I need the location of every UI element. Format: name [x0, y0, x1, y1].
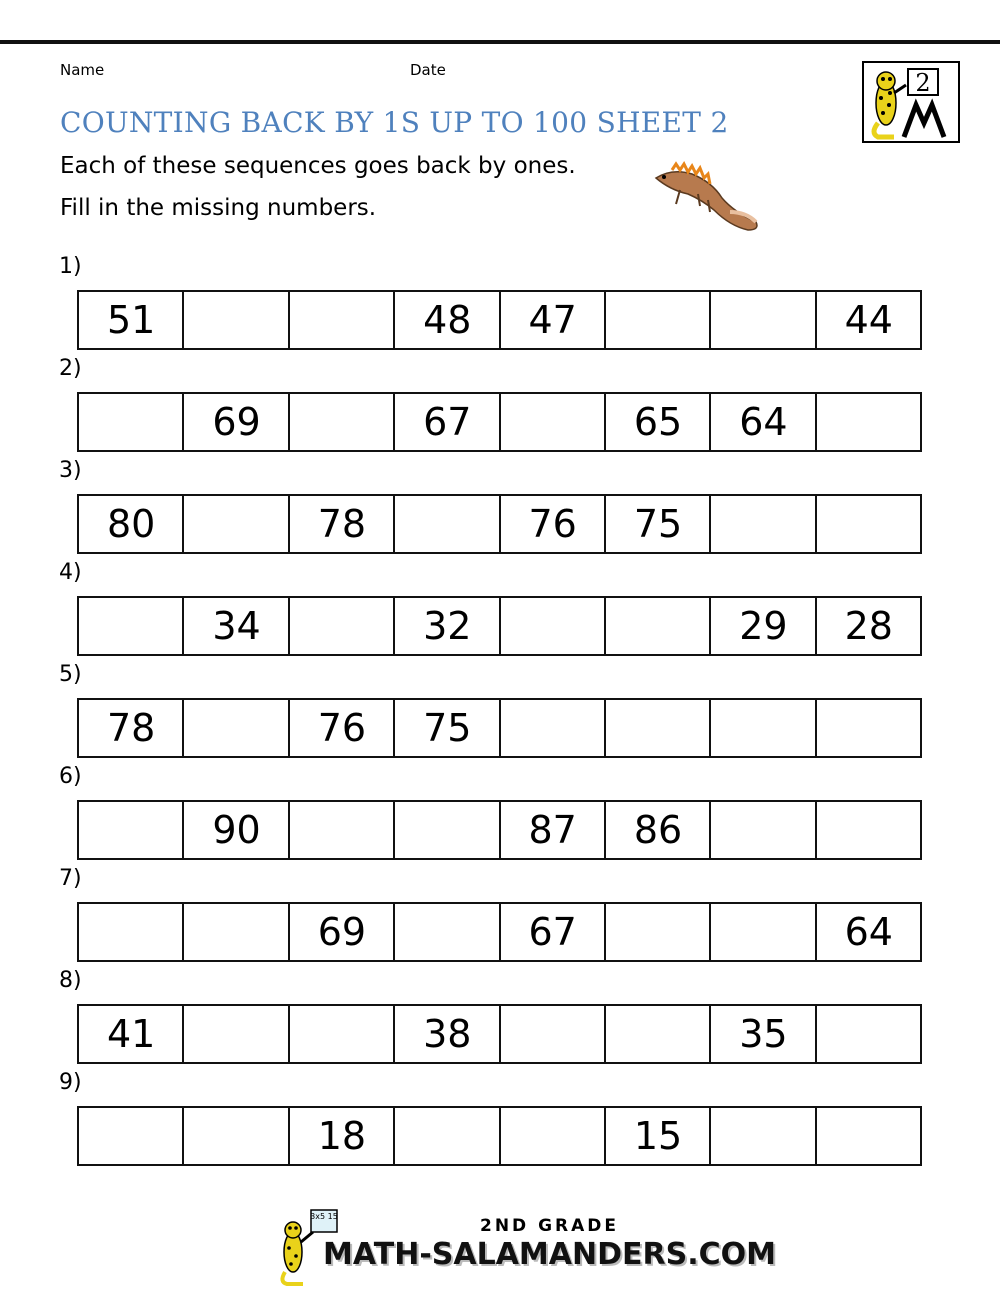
sequence-row — [77, 290, 922, 350]
sequence-cell[interactable] — [606, 1006, 711, 1062]
sequence-cell[interactable] — [79, 1108, 184, 1164]
sequence-cell[interactable] — [184, 496, 289, 552]
question-number: 9) — [59, 1070, 82, 1095]
question-number: 7) — [59, 866, 82, 891]
sequence-cell[interactable] — [817, 496, 920, 552]
sequence-cell[interactable]: 28 — [844, 604, 893, 648]
sequence-cell[interactable]: 38 — [395, 1006, 500, 1062]
sequence-cell[interactable] — [817, 700, 920, 756]
sequence-cell[interactable]: 86 — [606, 802, 711, 858]
sequence-row — [77, 800, 922, 860]
instruction-line-2: Fill in the missing numbers. — [60, 195, 377, 221]
question-number: 4) — [59, 560, 82, 585]
sequence-cell[interactable] — [290, 1006, 395, 1062]
sequence-cell[interactable] — [711, 700, 816, 756]
sequence-cell[interactable] — [290, 292, 395, 348]
sequence-cell[interactable]: 75 — [606, 496, 711, 552]
sequence-cell[interactable] — [290, 598, 395, 654]
top-rule — [0, 40, 1000, 44]
sequence-cell[interactable] — [501, 394, 606, 450]
sequence-cell[interactable] — [79, 598, 184, 654]
mini-board-text: 3x5 15 — [310, 1212, 338, 1221]
sequence-cell[interactable] — [501, 1108, 606, 1164]
sequence-cell[interactable] — [395, 496, 500, 552]
sequence-cell[interactable] — [184, 700, 289, 756]
question-number: 1) — [59, 254, 82, 279]
sequence-cell[interactable] — [501, 1006, 606, 1062]
sequence-row — [77, 698, 922, 758]
sequence-row — [77, 1106, 922, 1166]
sequence-cell[interactable] — [290, 394, 395, 450]
sequence-cell[interactable]: 90 — [184, 802, 289, 858]
sequence-cell[interactable] — [711, 496, 816, 552]
sequence-row — [77, 902, 922, 962]
sequence-cell[interactable] — [501, 598, 606, 654]
sequence-cell[interactable]: 65 — [606, 394, 711, 450]
instruction-line-1: Each of these sequences goes back by ones. — [60, 153, 576, 179]
sequence-row — [77, 392, 922, 452]
sequence-cell[interactable]: 35 — [711, 1006, 816, 1062]
question-number: 6) — [59, 764, 82, 789]
sequence-cell[interactable]: 67 — [395, 394, 500, 450]
sequence-cell[interactable] — [395, 904, 500, 960]
sequence-cell[interactable] — [711, 292, 816, 348]
sequence-cell[interactable] — [711, 1108, 816, 1164]
sequence-cell[interactable]: 51 — [79, 292, 184, 348]
sequence-cell[interactable]: 76 — [290, 700, 395, 756]
sequence-row — [77, 1004, 922, 1064]
grade-logo — [862, 61, 960, 143]
question-number: 8) — [59, 968, 82, 993]
sequence-cell[interactable]: 47 — [501, 292, 606, 348]
sequence-cell[interactable] — [290, 802, 395, 858]
sequence-cell[interactable] — [711, 904, 816, 960]
sequence-cell[interactable]: 64 — [711, 394, 816, 450]
sequence-cell[interactable] — [501, 700, 606, 756]
sequence-cell[interactable]: 29 — [711, 598, 816, 654]
sequence-cell[interactable]: 15 — [606, 1108, 711, 1164]
sequence-cell[interactable] — [79, 394, 184, 450]
sequence-cell[interactable]: 75 — [395, 700, 500, 756]
footer-grade-text: 2ND GRADE — [480, 1216, 620, 1236]
sequence-cell[interactable]: 34 — [184, 598, 289, 654]
sequence-cell[interactable] — [817, 394, 920, 450]
sequence-cell[interactable]: 64 — [844, 910, 893, 954]
sequence-cell[interactable]: 69 — [184, 394, 289, 450]
question-number: 5) — [59, 662, 82, 687]
sequence-cell[interactable]: 48 — [395, 292, 500, 348]
sequence-cell[interactable] — [606, 292, 711, 348]
sequence-cell[interactable] — [711, 802, 816, 858]
sequence-cell[interactable]: 87 — [501, 802, 606, 858]
logo-grade-text: 2 — [915, 69, 931, 97]
sequence-cell[interactable]: 44 — [844, 298, 893, 342]
sequence-cell[interactable] — [395, 1108, 500, 1164]
sequence-cell[interactable] — [395, 802, 500, 858]
sequence-cell[interactable]: 41 — [79, 1006, 184, 1062]
sequence-row — [77, 596, 922, 656]
sequence-cell[interactable] — [184, 1108, 289, 1164]
sequence-cell[interactable] — [817, 1108, 920, 1164]
sequence-cell[interactable] — [606, 904, 711, 960]
salamander-grade-logo-icon — [864, 63, 958, 141]
question-number: 3) — [59, 458, 82, 483]
footer-site-link[interactable]: MATH-SALAMANDERS.COM — [323, 1237, 776, 1272]
newt-illustration-icon — [652, 160, 764, 238]
sequence-cell[interactable]: 69 — [290, 904, 395, 960]
sequence-row — [77, 494, 922, 554]
sequence-cell[interactable] — [817, 802, 920, 858]
sequence-cell[interactable] — [817, 1006, 920, 1062]
sequence-cell[interactable] — [79, 802, 184, 858]
sequence-cell[interactable]: 78 — [290, 496, 395, 552]
sequence-cell[interactable]: 18 — [290, 1108, 395, 1164]
question-number: 2) — [59, 356, 82, 381]
sequence-cell[interactable] — [184, 904, 289, 960]
sequence-cell[interactable]: 67 — [501, 904, 606, 960]
sequence-cell[interactable]: 78 — [79, 700, 184, 756]
date-label: Date — [410, 61, 446, 79]
sequence-cell[interactable] — [184, 1006, 289, 1062]
sequence-cell[interactable] — [79, 904, 184, 960]
worksheet-title: COUNTING BACK BY 1S UP TO 100 SHEET 2 — [60, 106, 729, 139]
sequence-cell[interactable]: 32 — [395, 598, 500, 654]
sequence-cell[interactable] — [184, 292, 289, 348]
sequence-cell[interactable]: 80 — [79, 496, 184, 552]
sequence-cell[interactable] — [606, 700, 711, 756]
sequence-cell[interactable]: 76 — [501, 496, 606, 552]
name-label: Name — [60, 61, 105, 79]
sequence-cell[interactable] — [606, 598, 711, 654]
